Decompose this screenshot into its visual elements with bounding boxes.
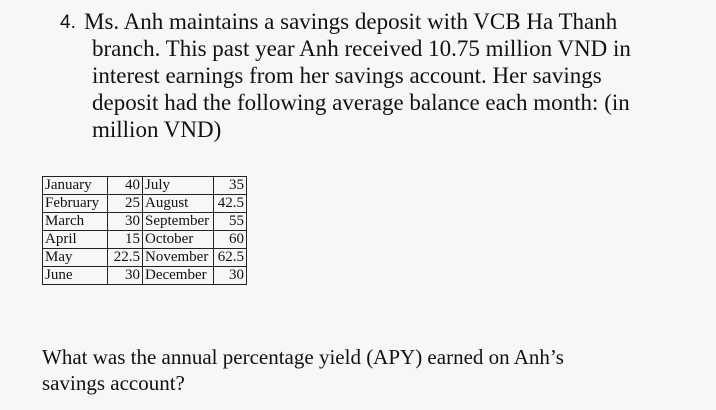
month-cell: January (43, 177, 108, 195)
problem-line: Ms. Anh maintains a savings deposit with VCB Ha Thanh (84, 9, 618, 34)
balance-cell: 35 (214, 177, 247, 195)
question-line: What was the annual percentage yield (APY) earned on Anh’s (42, 345, 564, 369)
balance-cell: 22.5 (108, 249, 143, 267)
table-row (43, 177, 247, 195)
question-text (42, 344, 702, 396)
balance-cell: 30 (108, 267, 143, 285)
table-row (43, 231, 247, 249)
problem-number: 4. (60, 12, 76, 33)
balance-cell: 55 (214, 213, 247, 231)
problem-text (84, 8, 694, 143)
question-line: savings account? (42, 371, 185, 395)
month-cell: July (143, 177, 214, 195)
problem-line: deposit had the following average balance each month: (in (92, 90, 630, 115)
balance-cell: 15 (108, 231, 143, 249)
month-cell: March (43, 213, 108, 231)
problem-line: million VND) (92, 117, 222, 142)
month-cell: December (143, 267, 214, 285)
month-cell: November (143, 249, 214, 267)
balance-cell: 30 (108, 213, 143, 231)
month-cell: February (43, 195, 108, 213)
monthly-balance-table (42, 176, 247, 285)
table-row (43, 213, 247, 231)
month-cell: October (143, 231, 214, 249)
month-cell: September (143, 213, 214, 231)
month-cell: August (143, 195, 214, 213)
balance-cell: 40 (108, 177, 143, 195)
table-row (43, 195, 247, 213)
balance-cell: 62.5 (214, 249, 247, 267)
balance-cell: 42.5 (214, 195, 247, 213)
balance-cell: 60 (214, 231, 247, 249)
problem-line: branch. This past year Anh received 10.75 million VND in (92, 36, 631, 61)
month-cell: April (43, 231, 108, 249)
table-row (43, 267, 247, 285)
problem-line: interest earnings from her savings account. Her savings (92, 63, 602, 88)
balance-cell: 25 (108, 195, 143, 213)
month-cell: May (43, 249, 108, 267)
month-cell: June (43, 267, 108, 285)
table-row (43, 249, 247, 267)
balance-cell: 30 (214, 267, 247, 285)
